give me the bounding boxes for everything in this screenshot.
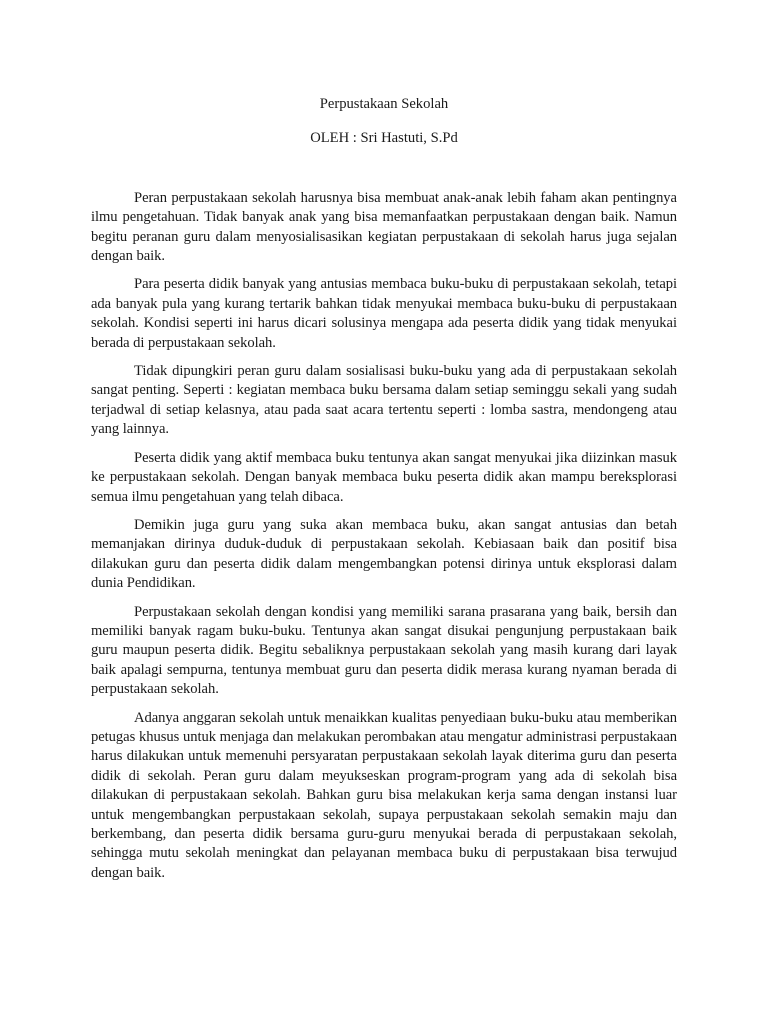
paragraph: Demikin juga guru yang suka akan membaca buku, akan sangat antusias dan betah memanjakan dirinya duduk-duduk di perpustakaan sekolah. Kebiasaan baik dan positif bisa dilakukan guru dan peserta didik dalam mengembangkan potensi dirinya untuk eksplorasi dalam dunia Pendidikan. <box>91 516 677 592</box>
paragraph: Para peserta didik banyak yang antusias membaca buku-buku di perpustakaan sekolah, tetapi ada banyak pula yang kurang tertarik bahkan tidak menyukai membaca buku-buku di perpustakaan sekolah. Kondisi seperti ini harus dicari solusinya mengapa ada peserta didik yang tidak menyukai berada di perpustakaan sekolah. <box>91 276 677 351</box>
document-title: Perpustakaan Sekolah <box>319 96 449 112</box>
document-body <box>91 189 677 883</box>
paragraph: Peserta didik yang aktif membaca buku tentunya akan sangat menyukai jika diizinkan masuk ke perpustakaan sekolah. Dengan banyak membaca buku peserta didik akan mampu bereksplorasi semua ilmu pengetahuan yang telah dibaca. <box>91 449 677 505</box>
paragraph: Perpustakaan sekolah dengan kondisi yang memiliki sarana prasarana yang baik, bersih dan memiliki banyak ragam buku-buku. Tentunya akan sangat disukai pengunjung perpustakaan baik guru maupun peserta didik. Begitu sebaliknya perpustakaan sekolah yang masih kurang dari layak baik apalagi sempurna, tentunya membuat guru dan peserta didik merasa kurang nyaman berada di perpustakaan sekolah. <box>91 603 677 698</box>
author-line: OLEH : Sri Hastuti, S.Pd <box>310 130 458 147</box>
paragraph: Tidak dipungkiri peran guru dalam sosialisasi buku-buku yang ada di perpustakaan sekolah sangat penting. Seperti : kegiatan membaca buku bersama dalam setiap seminggu sekali yang sudah terjadwal di setiap kelasnya, atau pada saat acara tertentu seperti : lomba sastra, mendongeng atau yang lainnya. <box>91 363 677 438</box>
paragraph: Adanya anggaran sekolah untuk menaikkan kualitas penyediaan buku-buku atau memberikan petugas khusus untuk menjaga dan melakukan perombakan atau mengatur administrasi perpustakaan harus dilakukan untuk memenuhi persyaratan perpustakaan sekolah layak diterima guru dan peserta didik di sekolah. Peran guru dalam meyukseskan program-program yang ada di sekolah bisa dilakukan di perpustakaan sekolah. Bahkan guru bisa melakukan kerja sama dengan instansi luar untuk mengembangkan perpustakaan sekolah, supaya perpustakaan sekolah semakin maju dan berkembang, dan peserta didik bersama guru-guru menyukai berada di perpustakaan sekolah, sehingga mutu sekolah meningkat dan pelayanan membaca buku di perpustakaan bisa terwujud dengan baik. <box>91 709 677 881</box>
paragraph: Peran perpustakaan sekolah harusnya bisa membuat anak-anak lebih faham akan pentingnya ilmu pengetahuan. Tidak banyak anak yang bisa memanfaatkan perpustakaan dengan baik. Namun begitu peranan guru dalam menyosialisasikan kegiatan perpustakaan di sekolah harus juga sejalan dengan baik. <box>91 189 677 265</box>
